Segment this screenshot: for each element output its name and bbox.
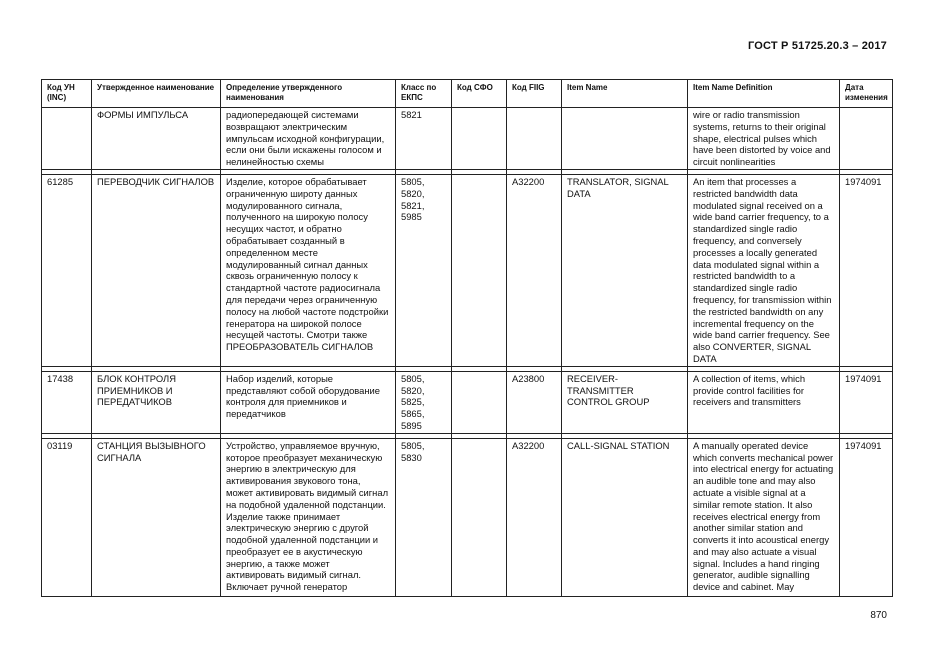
cell-class: 5805, 5820, 5825, 5865, 5895: [396, 371, 452, 433]
standard-header: ГОСТ Р 51725.20.3 – 2017: [747, 40, 887, 52]
table-row: [42, 108, 893, 170]
cell-item-definition: wire or radio transmission systems, returns to their original shape, electrical pulses which have been distorted by voice and circuit nonlinearities: [688, 108, 840, 170]
col-header-date: Дата изменения: [840, 80, 893, 108]
cell-item-definition: An item that processes a restricted bandwidth data modulated signal received on a wide band carrier frequency, to a standardized single radio frequency, and conversely processes a locally generated data modulated signal within a restricted bandwidth to a standardized single radio frequency, for transmission within the restricted bandwidth on any incremental frequency on the wide band carrier frequency. See also CONVERTER, SIGNAL DATA: [688, 174, 840, 366]
col-header-item-name: Item Name: [562, 80, 688, 108]
cell-inc: 17438: [42, 371, 92, 433]
cell-item-name: [562, 108, 688, 170]
cell-date: 1974091: [840, 174, 893, 366]
cell-fiig: A23800: [507, 371, 562, 433]
table-row: [42, 174, 893, 366]
col-header-class: Класс по ЕКПС: [396, 80, 452, 108]
cell-date: 1974091: [840, 371, 893, 433]
col-header-sfo: Код СФО: [452, 80, 507, 108]
cell-definition-ru: Изделие, которое обрабатывает ограниченную широту данных модулированного сигнала, полученного на широкую полосу несущих частот, и обратно обрабатывает созданный в определенном месте модулированный сигнал данных сквозь ограниченную полосу к стандартной частоте радиосигнала для передачи через ограниченную полосу на любой частоте подстройки генератора на широкой полосе несущей частоты. Смотри также ПРЕОБРАЗОВАТЕЛЬ СИГНАЛОВ: [221, 174, 396, 366]
cell-item-name: RECEIVER-TRANSMITTER CONTROL GROUP: [562, 371, 688, 433]
cell-class: 5821: [396, 108, 452, 170]
cell-definition-ru: Набор изделий, которые представляют собой оборудование контроля для приемников и передатчиков: [221, 371, 396, 433]
cell-name-ru: ФОРМЫ ИМПУЛЬСА: [92, 108, 221, 170]
cell-item-name: CALL-SIGNAL STATION: [562, 438, 688, 596]
cell-sfo: [452, 108, 507, 170]
cell-fiig: [507, 108, 562, 170]
col-header-name-ru: Утвержденное наименование: [92, 80, 221, 108]
cell-inc: 61285: [42, 174, 92, 366]
cell-class: 5805, 5820, 5821, 5985: [396, 174, 452, 366]
cell-fiig: A32200: [507, 174, 562, 366]
cell-name-ru: БЛОК КОНТРОЛЯ ПРИЕМНИКОВ И ПЕРЕДАТЧИКОВ: [92, 371, 221, 433]
table-row: [42, 438, 893, 596]
cell-item-definition: A manually operated device which converts mechanical power into electrical energy for actuating an audible tone and may also actuate a visible signal at a similar remote station. It also receives electrical energy from another similar station and converts it into acoustical energy and may also actuate a visual signal. Includes a hand ringing generator, audible signalling device and cabinet. May: [688, 438, 840, 596]
cell-sfo: [452, 174, 507, 366]
cell-inc: [42, 108, 92, 170]
cell-item-name: TRANSLATOR, SIGNAL DATA: [562, 174, 688, 366]
cell-date: 1974091: [840, 438, 893, 596]
cell-class: 5805, 5830: [396, 438, 452, 596]
cell-definition-ru: радиопередающей системами возвращают электрическим импульсам исходной конфигурации, если они были искажены голосом и нелинейностью схемы: [221, 108, 396, 170]
page-number: 870: [870, 610, 887, 621]
col-header-fiig: Код FIIG: [507, 80, 562, 108]
catalog-table: [41, 79, 893, 597]
table-row: [42, 371, 893, 433]
col-header-inc: Код УН (INC): [42, 80, 92, 108]
cell-name-ru: СТАНЦИЯ ВЫЗЫВНОГО СИГНАЛА: [92, 438, 221, 596]
col-header-definition-ru: Определение утвержденного наименования: [221, 80, 396, 108]
cell-name-ru: ПЕРЕВОДЧИК СИГНАЛОВ: [92, 174, 221, 366]
cell-sfo: [452, 371, 507, 433]
cell-inc: 03119: [42, 438, 92, 596]
cell-item-definition: A collection of items, which provide control facilities for receivers and transmitters: [688, 371, 840, 433]
cell-fiig: A32200: [507, 438, 562, 596]
cell-definition-ru: Устройство, управляемое вручную, которое преобразует механическую энергию в электрическую для активирования звукового тона, может активировать видимый сигнал на подобной удаленной подстанции. Изделие также принимает электрическую энергию с другой подобной удаленной подстанции и преобразует ее в акустическую энергию, а также может активировать видимый сигнал. Включает ручной генератор: [221, 438, 396, 596]
table-header-row: [42, 80, 893, 108]
cell-date: [840, 108, 893, 170]
cell-sfo: [452, 438, 507, 596]
col-header-item-definition: Item Name Definition: [688, 80, 840, 108]
